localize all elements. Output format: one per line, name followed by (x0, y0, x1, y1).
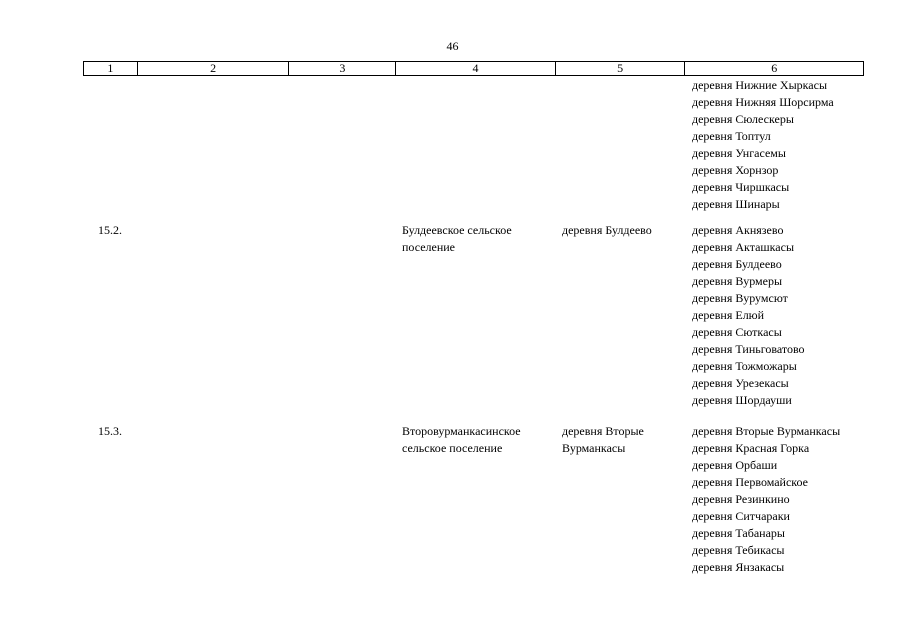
village-item: деревня Табанары (692, 526, 785, 540)
header-col-6: 6 (771, 61, 778, 75)
village-item: деревня Вурумсют (692, 291, 788, 305)
village-item: деревня Красная Горка (692, 441, 810, 455)
village-list (692, 423, 892, 576)
village-item: деревня Шордауши (692, 393, 792, 407)
village-item: деревня Ситчараки (692, 509, 790, 523)
page-number: 46 (446, 39, 459, 53)
table-header (83, 61, 864, 76)
village-item: деревня Янзакасы (692, 560, 785, 574)
village-item: деревня Нижние Хыркасы (692, 78, 828, 92)
village-item: деревня Вурмеры (692, 274, 783, 288)
village-item: деревня Вторые Вурманкасы (692, 424, 841, 438)
village-item: деревня Орбаши (692, 458, 778, 472)
village-item: деревня Акташкасы (692, 240, 795, 254)
village-item: деревня Урезекасы (692, 376, 789, 390)
village-item: деревня Топтул (692, 129, 771, 143)
village-item: деревня Булдеево (692, 257, 782, 271)
village-item: деревня Сюткасы (692, 325, 782, 339)
row-number: 15.3. (98, 424, 122, 438)
village-item: деревня Шинары (692, 197, 780, 211)
village-list (692, 222, 892, 409)
header-col-2: 2 (138, 62, 290, 75)
village-list (692, 77, 892, 213)
village-item: деревня Акнязево (692, 223, 784, 237)
village-item: деревня Чиршкасы (692, 180, 790, 194)
administrative-center: деревня Вторые Вурманкасы (562, 424, 644, 455)
header-col-5: 5 (556, 62, 686, 75)
row-number: 15.2. (98, 223, 122, 237)
village-item: деревня Тожможары (692, 359, 797, 373)
village-item: деревня Первомайское (692, 475, 808, 489)
header-col-1: 1 (84, 62, 138, 75)
village-item: деревня Тиньговатово (692, 342, 805, 356)
village-item: деревня Унгасемы (692, 146, 786, 160)
village-item: деревня Нижняя Шорсирма (692, 95, 834, 109)
header-col-3: 3 (289, 62, 396, 75)
village-item: деревня Елюй (692, 308, 765, 322)
village-item: деревня Резинкино (692, 492, 790, 506)
header-col-4: 4 (396, 62, 556, 75)
village-item: деревня Тебикасы (692, 543, 785, 557)
administrative-center: деревня Булдеево (562, 223, 652, 237)
village-item: деревня Сюлескеры (692, 112, 794, 126)
settlement-name: Булдеевское сельское поселение (402, 223, 512, 254)
settlement-name: Второвурманкасинское сельское поселение (402, 424, 521, 455)
village-item: деревня Хорнзор (692, 163, 779, 177)
